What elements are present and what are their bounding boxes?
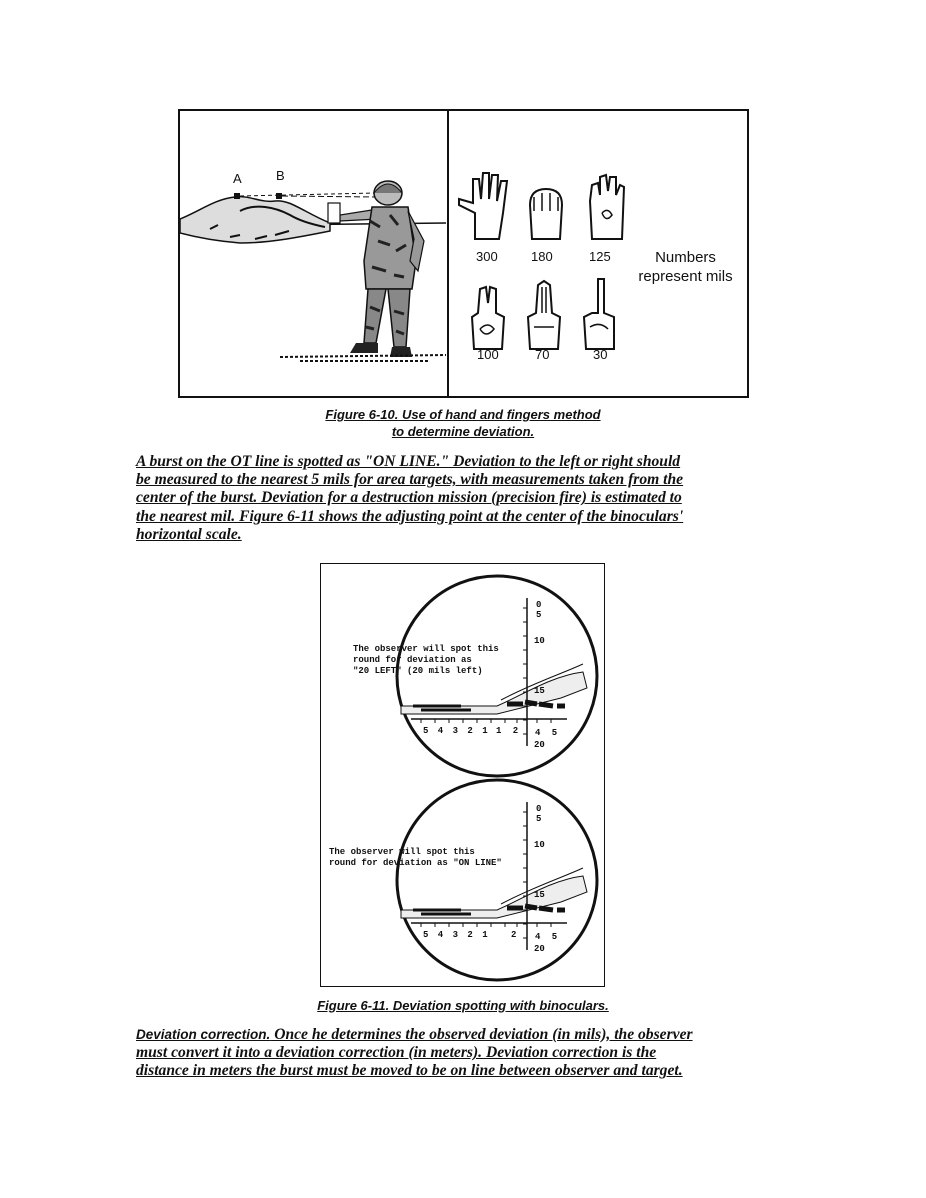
bottom-scale-10: 10 — [534, 840, 545, 850]
hand-30-icon — [580, 275, 620, 351]
binocular-views — [321, 564, 603, 985]
point-a-label: A — [233, 171, 242, 186]
bottom-right-tail: 4 5 — [535, 932, 561, 942]
point-b-marker — [276, 193, 282, 199]
point-b-label: B — [276, 168, 285, 183]
hand-100-icon — [468, 283, 508, 351]
top-scale-20: 20 — [534, 740, 545, 750]
top-scale-10: 10 — [534, 636, 545, 646]
bottom-scale-15: 15 — [534, 890, 545, 900]
bottom-note: The observer will spot this round for deviation as "ON LINE" — [329, 847, 502, 868]
bottom-scale-0: 0 — [536, 804, 542, 814]
top-note: The observer will spot this round for deviation as "20 LEFT" (20 mils left) — [353, 644, 499, 676]
top-scale-5: 5 — [536, 610, 542, 620]
hand-125-icon — [584, 171, 628, 241]
bottom-right-scale: 2 — [511, 930, 517, 940]
soldier-illustration — [180, 111, 446, 396]
top-right-tail: 4 5 — [535, 728, 561, 738]
figure-divider — [447, 111, 449, 396]
paragraph-2: Deviation correction. Once he determines the observed deviation (in mils), the observer must convert it into a deviation correction (in meters). Deviation correction is the distance in meters the burst must be moved to be on line between observer and target. — [136, 1026, 693, 1080]
figure-6-10 — [178, 109, 749, 398]
mils-100-label: 100 — [477, 347, 499, 362]
mils-30-label: 30 — [593, 347, 608, 362]
top-right-scale: 1 2 — [496, 726, 522, 736]
figure-6-11 — [320, 563, 605, 987]
top-left-scale: 5 4 3 2 1 — [423, 726, 490, 736]
hand-70-icon — [524, 279, 564, 351]
bottom-scale-20: 20 — [534, 944, 545, 954]
bottom-scale-5: 5 — [536, 814, 542, 824]
point-a-marker — [234, 193, 240, 199]
hand-300-icon — [455, 169, 519, 241]
paragraph-2-lead: Deviation correction. — [136, 1027, 271, 1042]
mils-70-label: 70 — [535, 347, 550, 362]
numbers-note: Numbers represent mils — [638, 249, 733, 285]
mils-125-label: 125 — [589, 249, 611, 264]
top-scale-15: 15 — [534, 686, 545, 696]
hand-180-icon — [524, 183, 568, 241]
top-scale-0: 0 — [536, 600, 542, 610]
mils-180-label: 180 — [531, 249, 553, 264]
mils-300-label: 300 — [476, 249, 498, 264]
bottom-left-scale: 5 4 3 2 1 — [423, 930, 490, 940]
paragraph-1: A burst on the OT line is spotted as "ON LINE." Deviation to the left or right should be measured to the nearest 5 mils for area targets, with measurements taken from the center of the burst. Deviation for a destruction mission (precision fire) is estimated to the nearest mil. Figure 6-11 shows the adjusting point at the center of the binoculars' horizontal scale. — [136, 453, 684, 543]
figure-6-11-caption: Figure 6-11. Deviation spotting with binoculars. — [317, 998, 609, 1013]
figure-6-10-caption: Figure 6-10. Use of hand and fingers method to determine deviation. — [325, 407, 601, 439]
